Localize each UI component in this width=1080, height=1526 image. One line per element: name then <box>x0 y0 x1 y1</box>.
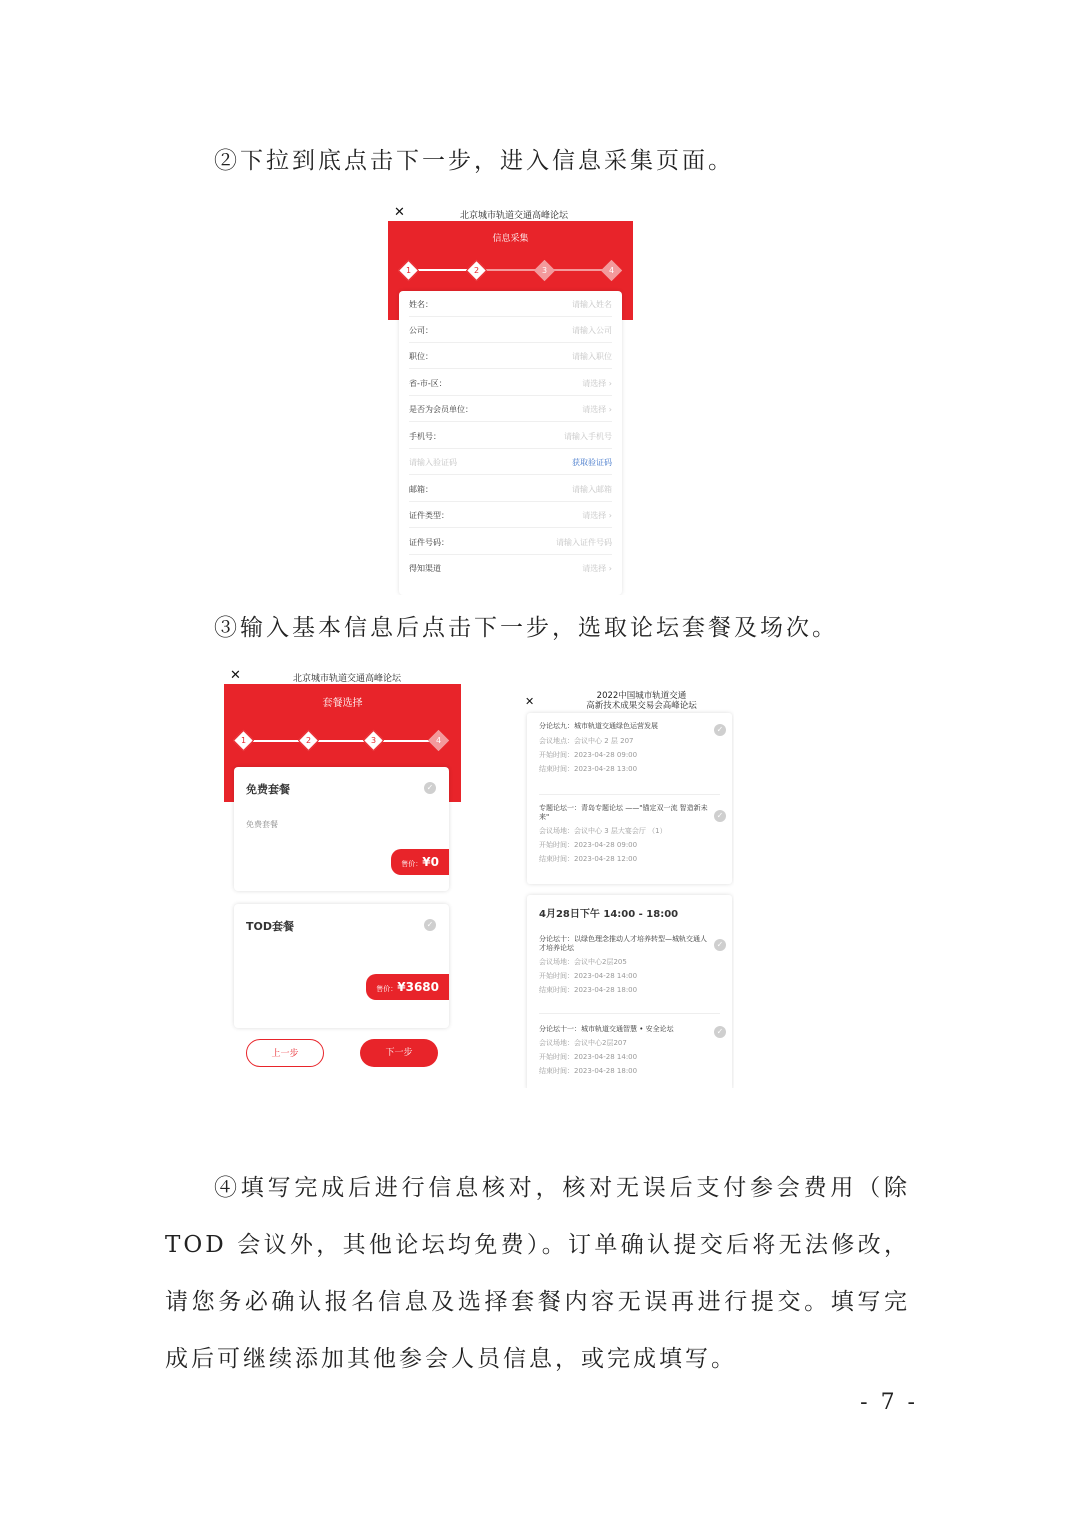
info-form <box>399 291 622 595</box>
page-title: 套餐选择 <box>322 698 363 709</box>
morning-sessions-card <box>527 713 732 884</box>
step-number-1: 1 <box>240 736 247 745</box>
session-end: 结束时间：2023-04-28 13:00 <box>539 765 638 773</box>
page-title: 信息采集 <box>492 234 529 244</box>
field-label: 邮箱： <box>409 485 433 494</box>
forum-title-line1: 2022中国城市轨道交通 <box>596 691 687 701</box>
prev-step-button[interactable]: 上一步 <box>246 1039 324 1067</box>
field-label: 是否为会员单位： <box>409 405 473 414</box>
package-description: 免费套餐 <box>246 820 278 829</box>
session-end: 结束时间：2023-04-28 12:00 <box>539 855 638 863</box>
close-icon[interactable]: ✕ <box>230 668 241 683</box>
app-topbar <box>224 664 461 684</box>
package-title: 免费套餐 <box>246 783 290 796</box>
field-label: 公司： <box>409 326 433 335</box>
phone-field[interactable] <box>409 423 612 449</box>
check-circle-icon[interactable]: ✓ <box>424 919 436 931</box>
verification-code-field[interactable] <box>409 449 612 475</box>
verification-code-input[interactable]: 请输入验证码 <box>409 458 457 467</box>
check-circle-icon[interactable]: ✓ <box>424 782 436 794</box>
session-venue: 会议场地：会议中心2层205 <box>539 958 627 966</box>
progress-line <box>243 740 438 742</box>
package-selection-screenshot <box>224 664 461 1076</box>
page-number: - 7 - <box>860 1390 918 1415</box>
session-name: 分论坛九：城市轨道交通绿色运营发展 <box>539 722 658 730</box>
session-item[interactable] <box>539 935 708 997</box>
price-value: ¥3680 <box>397 980 439 994</box>
field-label: 得知渠道 <box>409 564 441 573</box>
check-circle-icon[interactable]: ✓ <box>714 939 726 951</box>
member-unit-select[interactable] <box>409 396 612 422</box>
select-placeholder[interactable]: 请选择 › <box>582 379 612 388</box>
tod-package-card[interactable] <box>234 904 449 1028</box>
session-venue: 会议场地：会议中心 3 层大宴会厅 （1） <box>539 827 667 835</box>
step-number-2: 2 <box>305 736 312 745</box>
session-start: 开始时间：2023-04-28 09:00 <box>539 841 638 849</box>
afternoon-sessions-card <box>527 895 732 1088</box>
price-tag <box>391 849 449 875</box>
field-label: 证件类型： <box>409 511 449 520</box>
field-label: 职位： <box>409 352 433 361</box>
close-icon[interactable]: ✕ <box>525 695 535 708</box>
info-collection-screenshot <box>388 203 633 595</box>
session-start: 开始时间：2023-04-28 09:00 <box>539 751 638 759</box>
session-item[interactable] <box>539 804 708 866</box>
session-item[interactable] <box>539 1025 708 1078</box>
step3-instruction: ③输入基本信息后点击下一步，选取论坛套餐及场次。 <box>214 615 838 641</box>
session-selection-screenshot <box>519 684 734 1088</box>
step-number-1: 1 <box>405 266 412 275</box>
step-number-2: 2 <box>473 266 480 275</box>
select-placeholder[interactable]: 请选择 › <box>582 564 612 573</box>
app-topbar <box>388 203 633 221</box>
forum-title-line2: 高新技术成果交易会高峰论坛 <box>586 701 697 711</box>
app-title: 北京城市轨道交通高峰论坛 <box>460 211 569 221</box>
divider <box>539 794 720 795</box>
field-placeholder[interactable]: 请输入邮箱 <box>572 485 612 494</box>
price-label: 售价： <box>376 985 398 993</box>
price-value: ¥0 <box>422 855 439 869</box>
source-channel-select[interactable] <box>409 555 612 581</box>
price-tag <box>366 974 449 1000</box>
session-item[interactable] <box>539 722 708 776</box>
name-field[interactable] <box>409 291 612 317</box>
field-label: 省-市-区： <box>409 379 447 388</box>
id-number-field[interactable] <box>409 529 612 555</box>
session-name: 分论坛十一：城市轨道交通智慧 • 安全论坛 <box>539 1025 674 1033</box>
package-title: TOD套餐 <box>246 920 294 933</box>
field-label: 姓名： <box>409 300 433 309</box>
session-end: 结束时间：2023-04-28 18:00 <box>539 986 638 994</box>
app-title: 北京城市轨道交通高峰论坛 <box>293 674 402 684</box>
step4-instruction: ④填写完成后进行信息核对，核对无误后支付参会费用（除 TOD 会议外，其他论坛均免费）。订单确认提交后将无法修改，请您务必确认报名信息及选择套餐内容无误再进行提交。填写完成后可继续添加其他参会人员信息，或完成填写。 <box>165 1175 910 1372</box>
region-select[interactable] <box>409 370 612 396</box>
price-label: 售价： <box>401 860 423 868</box>
session-name: 分论坛十：以绿色理念推动人才培养转型—城轨交通人才培养论坛 <box>539 935 707 952</box>
email-field[interactable] <box>409 476 612 502</box>
field-label: 手机号： <box>409 432 441 441</box>
field-label: 证件号码： <box>409 538 449 547</box>
session-start: 开始时间：2023-04-28 14:00 <box>539 1053 638 1061</box>
close-icon[interactable]: ✕ <box>394 205 405 220</box>
session-venue: 会议场地：会议中心2层207 <box>539 1039 627 1047</box>
session-start: 开始时间：2023-04-28 14:00 <box>539 972 638 980</box>
select-placeholder[interactable]: 请选择 › <box>582 405 612 414</box>
position-field[interactable] <box>409 343 612 369</box>
get-code-button[interactable]: 获取验证码 <box>572 458 612 467</box>
session-time-header: 4月28日下午 14:00 - 18:00 <box>539 909 679 920</box>
session-venue: 会议地点：会议中心 2 层 207 <box>539 737 634 745</box>
step-number-3: 3 <box>370 736 377 745</box>
field-placeholder[interactable]: 请输入公司 <box>572 326 612 335</box>
check-circle-icon[interactable]: ✓ <box>714 810 726 822</box>
step2-instruction: ②下拉到底点击下一步，进入信息采集页面。 <box>214 148 734 174</box>
step-number-3: 3 <box>541 266 548 275</box>
next-step-button[interactable]: 下一步 <box>360 1039 438 1067</box>
id-type-select[interactable] <box>409 502 612 528</box>
field-placeholder[interactable]: 请输入证件号码 <box>556 538 612 547</box>
divider <box>539 1013 720 1014</box>
check-circle-icon[interactable]: ✓ <box>714 724 726 736</box>
field-placeholder[interactable]: 请输入职位 <box>572 352 612 361</box>
check-circle-icon[interactable]: ✓ <box>714 1026 726 1038</box>
field-placeholder[interactable]: 请输入姓名 <box>572 300 612 309</box>
session-end: 结束时间：2023-04-28 18:00 <box>539 1067 638 1075</box>
free-package-card[interactable] <box>234 767 449 891</box>
session-name: 专题论坛一：青岛专题论坛 ——"锚定双一流 智造新未来" <box>539 804 708 821</box>
step-number-4: 4 <box>435 736 442 745</box>
select-placeholder[interactable]: 请选择 › <box>582 511 612 520</box>
company-field[interactable] <box>409 317 612 343</box>
field-placeholder[interactable]: 请输入手机号 <box>564 432 612 441</box>
step-number-4: 4 <box>608 266 615 275</box>
